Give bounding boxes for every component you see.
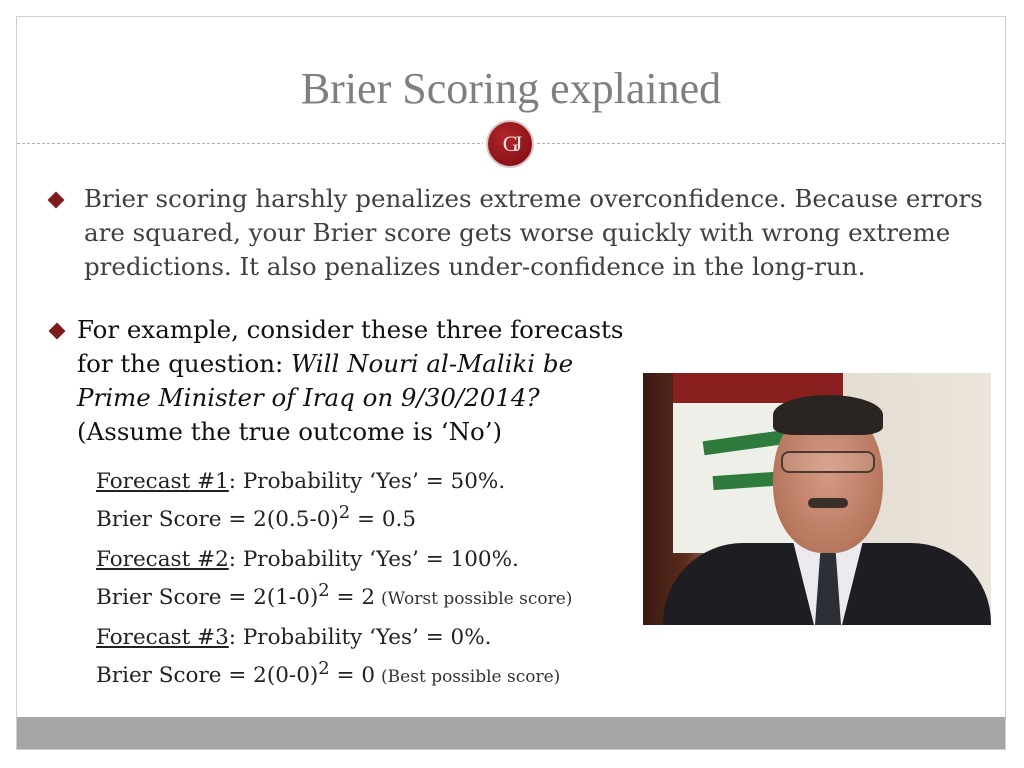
example-intro: For example, consider these three forecasts for the question:	[77, 315, 624, 378]
brier-score-text: Brier Score = 2(0.5-0)	[96, 507, 339, 533]
score-note: (Worst possible score)	[381, 589, 573, 610]
brier-score-result: = 0.5	[350, 507, 417, 533]
forecast-1	[96, 466, 636, 535]
portrait-photo	[643, 373, 991, 625]
forecast-label: Forecast #2	[96, 547, 229, 572]
diamond-bullet-icon	[48, 192, 65, 209]
gj-logo-icon	[483, 117, 537, 171]
forecast-probability: : Probability ‘Yes’ = 50%.	[228, 469, 506, 494]
forecast-label: Forecast #3	[96, 625, 229, 650]
slide-title: Brier Scoring explained	[300, 64, 722, 113]
logo-monogram: GJ	[486, 120, 534, 168]
example-assumption: (Assume the true outcome is ‘No’)	[77, 417, 503, 446]
bullet-example	[77, 313, 647, 449]
mustache	[808, 498, 848, 508]
slide	[16, 16, 1006, 750]
glasses	[781, 451, 875, 473]
brier-score-text: Brier Score = 2(0-0)	[96, 663, 319, 689]
forecast-label: Forecast #1	[96, 469, 229, 494]
brier-score-result: = 2	[329, 585, 376, 611]
forecast-probability: : Probability ‘Yes’ = 0%.	[228, 625, 492, 650]
brier-score-result: = 0	[329, 663, 376, 689]
hair	[773, 395, 883, 435]
example-question: Will Nouri al-Maliki be Prime Minister of Iraq on 9/30/2014?	[77, 349, 574, 412]
diamond-bullet-icon	[49, 323, 66, 340]
exponent: 2	[318, 580, 330, 601]
brier-score-text: Brier Score = 2(1-0)	[96, 585, 319, 611]
forecast-2	[96, 544, 636, 615]
forecast-probability: : Probability ‘Yes’ = 100%.	[228, 547, 519, 572]
bullet-overconfidence: Brier scoring harshly penalizes extreme overconfidence. Because errors are squared, your Brier score gets worse quickly with wrong extreme predictions. It also penalizes under-confidence in the long-run.	[84, 184, 983, 281]
exponent: 2	[318, 658, 330, 679]
footer-bar	[17, 717, 1005, 750]
forecast-3	[96, 622, 636, 693]
score-note: (Best possible score)	[381, 667, 561, 688]
exponent: 2	[338, 502, 351, 523]
